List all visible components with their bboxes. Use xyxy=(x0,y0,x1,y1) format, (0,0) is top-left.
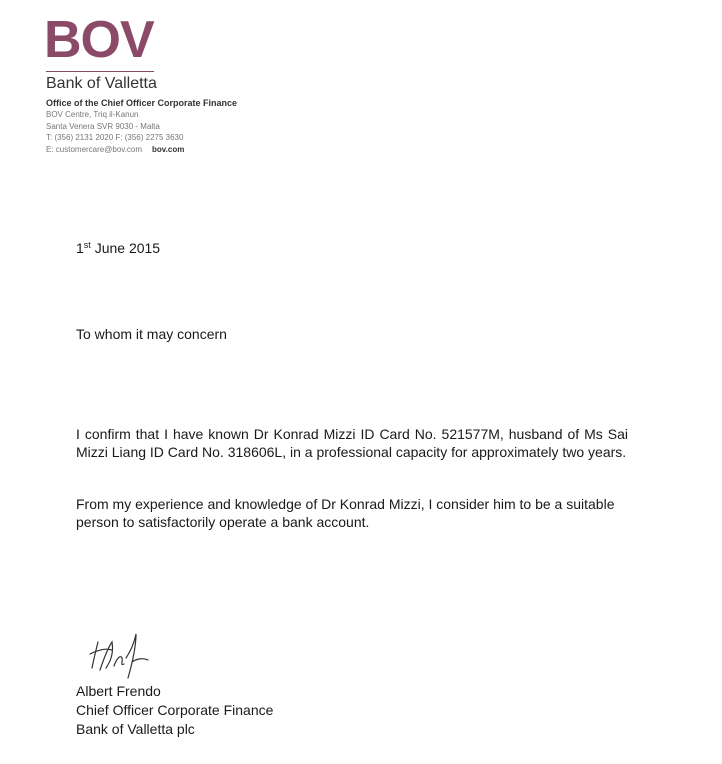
letter-date xyxy=(76,239,160,257)
logo-divider xyxy=(46,71,154,72)
date-rest: June 2015 xyxy=(90,240,161,256)
salutation: To whom it may concern xyxy=(76,326,227,342)
bank-name: Bank of Valletta xyxy=(46,75,157,92)
email: E: customercare@bov.com xyxy=(46,145,143,154)
contact-line xyxy=(46,145,184,154)
paragraph-2: From my experience and knowledge of Dr Konrad Mizzi, I consider him to be a suitable person to satisfactorily operate a bank account. xyxy=(76,496,615,530)
signatory-name: Albert Frendo xyxy=(76,683,161,699)
signatory-title: Chief Officer Corporate Finance xyxy=(76,702,274,718)
address-line-2: Santa Venera SVR 9030 - Malta xyxy=(46,122,160,131)
address-line-1: BOV Centre, Triq il-Kanun xyxy=(46,110,139,119)
date-day: 1 xyxy=(76,240,84,256)
office-name: Office of the Chief Officer Corporate Finance xyxy=(46,98,238,108)
phone-fax: T: (356) 2131 2020 F: (356) 2275 3630 xyxy=(46,133,184,142)
handwritten-signature-icon xyxy=(86,628,166,686)
paragraph-1: I confirm that I have known Dr Konrad Mizzi ID Card No. 521577M, husband of Ms Sai Mizzi Liang ID Card No. 318606L, in a professional capacity for approximately two years. xyxy=(76,426,628,460)
signatory-organization: Bank of Valletta plc xyxy=(76,721,195,737)
date-suffix: st xyxy=(83,240,91,250)
bov-logo: BOV xyxy=(44,11,154,69)
website: bov.com xyxy=(152,145,185,154)
